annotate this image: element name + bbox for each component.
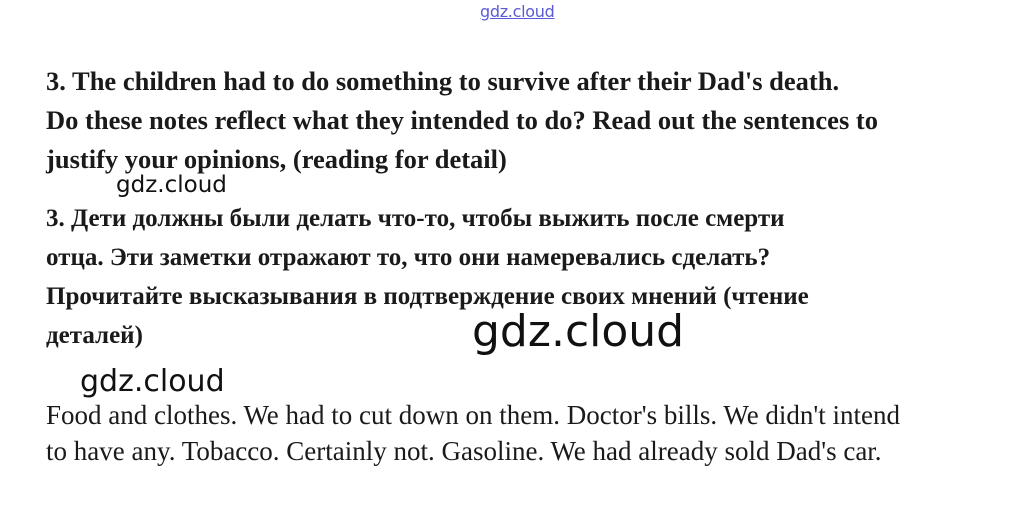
task-russian-line: Прочитайте высказывания в подтверждение своих мнений (чтение [46,283,809,310]
answer-text [46,397,900,469]
task-russian-line: деталей) [46,322,143,349]
task-russian [46,199,809,355]
task-english-line: 3. The children had to do something to survive after their Dad's death. [46,66,840,96]
watermark: gdz.cloud [116,172,227,198]
task-russian-line: отца. Эти заметки отражают то, что они намеревались сделать? [46,244,771,271]
answer-line: to have any. Tobacco. Certainly not. Gasoline. We had already sold Dad's car. [46,436,882,466]
watermark-top-link[interactable]: gdz.cloud [480,2,555,21]
task-russian-line: 3. Дети должны были делать что-то, чтобы выжить после смерти [46,205,785,232]
watermark-large: gdz.cloud [472,306,685,357]
task-english-line: Do these notes reflect what they intended to do? Read out the sentences to [46,105,878,135]
watermark: gdz.cloud [80,364,225,399]
task-english [46,62,878,179]
task-english-line: justify your opinions, (reading for detail) [46,144,507,174]
answer-line: Food and clothes. We had to cut down on them. Doctor's bills. We didn't intend [46,400,901,430]
